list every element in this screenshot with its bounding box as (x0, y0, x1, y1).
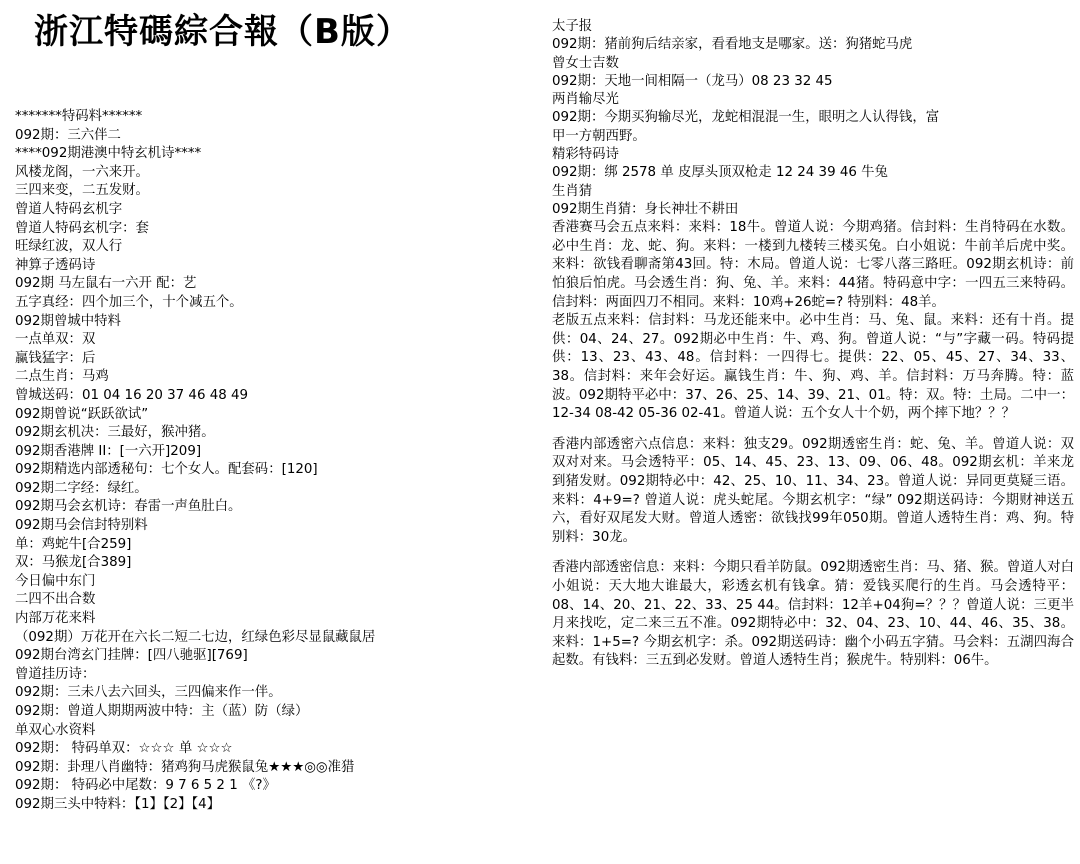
left-line: 092期：三六伴二 (15, 127, 121, 143)
left-line: 092期精选内部透秘句：七个女人。配套码：[120] (15, 462, 318, 478)
left-line: 092期曾说“跃跃欲试” (15, 406, 149, 422)
left-line: 曾道挂历诗： (15, 666, 96, 682)
paragraph-saima-wudian: 香港赛马会五点来料：来料：18牛。曾道人说：今期鸡猪。信封料：生肖特码在水数。必中生肖：龙、蛇、狗。来料：一楼到九楼转三楼买兔。白小姐说：牛前羊后虎中奖。来料：欲钱看聊斋第43回。特：木局。曾道人说：七零八落三路旺。092期玄机诗：前怕狼后怕虎。马会透生肖：狗、兔、羊。来料：44猪。特码意中字：一四五三来特码。信封料：两面四刀不相同。来料：10鸡+26蛇=? 特别料：48羊。 (552, 220, 1074, 310)
left-line: 曾道人特码玄机字 (15, 201, 123, 217)
left-line: 五字真经：四个加三个，十个减五个。 (15, 294, 243, 310)
right-top-line: 092期：今期买狗输尽光，龙蛇相混混一生，眼明之人认得钱，富 (552, 110, 940, 126)
left-line: 092期： 特码必中尾数：9 7 6 5 2 1 《?》 (15, 778, 276, 794)
left-line: 风楼龙阁，一六来开。 (15, 164, 149, 180)
right-column (552, 18, 1074, 671)
paragraph-neibu-liudian: 香港内部透密六点信息：来料：独支29。092期透密生肖：蛇、兔、羊。曾道人说：双双对对来。马会透特平：05、14、45、23、13、09、06、48。092期玄机：羊来龙到猪发财。092期特必中：42、25、10、11、34、23。曾道人说：异同更莫疑三语。来料：4+9=? 曾道人说：虎头蛇尾。今期玄机字：“绿” 092期送码诗：今期财神送五六，看好双尾发大财。曾道人透密：欲钱找99年050期。曾道人透特生肖：鸡、狗。特别料：30龙。 (552, 436, 1074, 545)
left-line: 曾城送码：01 04 16 20 37 46 48 49 (15, 387, 249, 403)
left-line: 三四来变，二五发财。 (15, 183, 149, 199)
left-line: 092期马会玄机诗：春雷一声鱼肚白。 (15, 499, 242, 515)
left-line: 092期三头中特料：【1】【2】【4】 (15, 796, 221, 812)
right-top-line: 太子报 (552, 19, 593, 34)
right-top-line: 甲一方朝西野。 (552, 128, 646, 144)
left-line: 神算子透码诗 (15, 257, 96, 273)
right-top-line: 092期：猪前狗后结亲家，看看地支是哪家。送：狗猪蛇马虎 (552, 37, 913, 53)
left-line: ****092期港澳中特玄机诗**** (15, 146, 202, 162)
page-title: 浙江特碼綜合報（B版） (34, 12, 411, 52)
left-line: 092期：三未八去六回头，三四偏来作一伴。 (15, 685, 282, 701)
left-line: 092期香港牌 II：[一六开]209] (15, 443, 202, 459)
right-top-line: 精彩特码诗 (552, 147, 619, 163)
left-line: 092期台湾玄门挂牌：[四八驰驱][769] (15, 648, 248, 664)
right-top-line: 生肖猜 (552, 183, 593, 199)
left-line: 赢钱猛字：后 (15, 350, 96, 366)
left-line: 二点生肖：马鸡 (15, 369, 109, 385)
right-top-line: 曾女士吉数 (552, 55, 619, 71)
left-line: 单：鸡蛇牛[合259] (15, 536, 132, 552)
left-line: （092期）万花开在六长二短二七边，红绿色彩尽显鼠藏鼠居 (15, 629, 376, 645)
left-line: 092期马会信封特别料 (15, 518, 148, 534)
left-line: 单双心水资料 (15, 722, 96, 738)
left-line: 曾道人特码玄机字：套 (15, 220, 149, 236)
left-line: 092期二字经：绿红。 (15, 480, 148, 496)
paragraph-laoban-wudian: 老版五点来料：信封料：马龙还能来中。必中生肖：马、兔、鼠。来料：还有十肖。提供：04、24、27。092期必中生肖：牛、鸡、狗。曾道人说：“与”字藏一码。特码提供：13、23、43、48。信封料：一四得七。提供：22、05、45、27、34、33、38。信封料：来年会好运。赢钱生肖：牛、狗、鸡、羊。信封料：万马奔腾。特：蓝波。092期特平必中：37、26、25、14、39、21、01。特：双。特：土局。二中一：12-34 08-42 05-36 02-41。曾道人说：五个女人十个奶，两个摔下地？？？ (552, 313, 1074, 422)
left-line: 092期 马左鼠右一六开 配：艺 (15, 276, 197, 292)
left-line: 今日偏中东门 (15, 573, 96, 589)
left-line: 092期曾城中特料 (15, 313, 121, 329)
left-line: 一点单双：双 (15, 332, 96, 348)
left-line: 092期玄机决：三最好，猴冲猪。 (15, 425, 215, 441)
left-line: 092期：卦理八肖幽特：猪鸡狗马虎猴鼠兔★★★◎◎准猎 (15, 759, 355, 775)
right-top-line: 092期：天地一间相隔一（龙马）08 23 32 45 (552, 73, 833, 89)
left-line: 双：马猴龙[合389] (15, 555, 132, 571)
left-line: 092期：曾道人期期两波中特：主（蓝）防（绿） (15, 704, 309, 719)
right-top-line: 092期：绑 2578 单 皮厚头顶双枪走 12 24 39 46 牛兔 (552, 165, 888, 181)
left-line: 内部万花来料 (15, 611, 96, 627)
left-line: 092期： 特码单双：☆☆☆ 单 ☆☆☆ (15, 741, 233, 757)
left-column (15, 108, 535, 815)
right-top-line: 两肖输尽光 (552, 92, 619, 108)
left-line: 二四不出合数 (15, 592, 96, 608)
left-line: *******特码料****** (15, 109, 143, 124)
left-line: 旺绿红波，双人行 (15, 239, 123, 255)
right-top-line: 092期生肖猜：身长神壮不耕田 (552, 201, 739, 217)
paragraph-neibu-xinxi: 香港内部透密信息：来料：今期只看羊防鼠。092期透密生肖：马、猪、猴。曾道人对白小姐说：天大地大谁最大，彩透玄机有钱拿。猜：爱钱买爬行的生肖。马会透特平：08、14、20、21、22、33、25 44。信封料：12羊+04狗=？？？曾道人说：三更半月来找吃，定二来三五不准。092期特必中：32、04、23、10、44、46、35、38。来料：1+5=? 今期玄机字：杀。092期送码诗：幽个小码五字猜。马会料：五湖四海合起数。有钱料：三五到必发财。曾道人透特生肖；猴虎牛。特别料：06牛。 (552, 560, 1074, 669)
